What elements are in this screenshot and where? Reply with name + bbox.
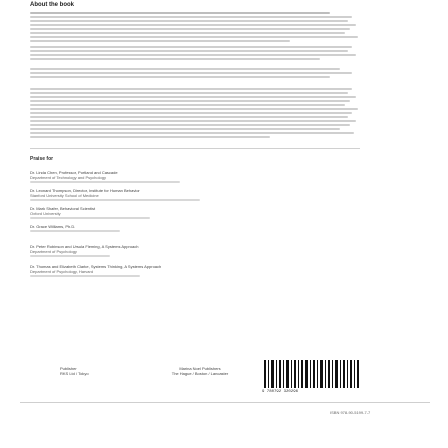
publisher-name: Publisher: [60, 366, 77, 371]
praise-entry-title: Dr. Linda Chen, Professor, Portland and Cascade: [30, 170, 118, 175]
praise-entry: [30, 170, 330, 183]
praise-entry-sub: Stanford University School of Medicine: [30, 193, 99, 198]
barcode: [262, 360, 362, 400]
praise-entry-title: Dr. Thomas and Elizabeth Clarke, Systems Thinking, A Systems Approach: [30, 264, 162, 269]
praise-entry-sub: Department of Psychology: [30, 249, 77, 254]
publisher-block: [150, 366, 250, 376]
praise-entry-title: Dr. Leonard Thompson, Director, Institute for Human Behavior: [30, 188, 140, 193]
isbn-text: ISBN 978-90-5199-7-7: [330, 410, 371, 415]
praise-entry: [30, 224, 330, 232]
praise-entry: [30, 188, 330, 201]
publisher-title: Marina Noel Publishers: [179, 366, 221, 371]
about-paragraph-3: [30, 68, 358, 80]
about-paragraph-2: [30, 46, 358, 62]
praise-entry: [30, 244, 330, 257]
praise-entry-title: Dr. Peter Robinson and Ursula Fleming, A Systems Approach: [30, 244, 139, 249]
praise-entry-sub: Department of Psychology, Harvard: [30, 269, 94, 274]
barcode-number: 9 780792 320296: [262, 390, 299, 394]
praise-entry-title: Dr. Grace Williams, Ph.D.: [30, 224, 76, 229]
about-heading: About the book: [30, 2, 74, 8]
praise-entry-sub: Department of Technology and Psychology: [30, 175, 106, 180]
praise-entry: [30, 206, 330, 219]
publisher-small: RKS Ltd / Tokyo: [60, 371, 89, 376]
publisher-cities: The Hague / Boston / Lancaster: [171, 371, 229, 376]
about-paragraph-4: [30, 88, 358, 140]
praise-heading: Praise for: [30, 156, 54, 162]
barcode-graphic: [262, 360, 362, 390]
section-divider: [30, 148, 360, 149]
praise-entry-title: Dr. Mark Shafer, Behavioral Scientist: [30, 206, 96, 211]
praise-entry: [30, 264, 330, 277]
about-paragraph-1: [30, 12, 358, 44]
praise-entry-sub: Oxford University: [30, 211, 61, 216]
bottom-rule: [20, 402, 430, 403]
